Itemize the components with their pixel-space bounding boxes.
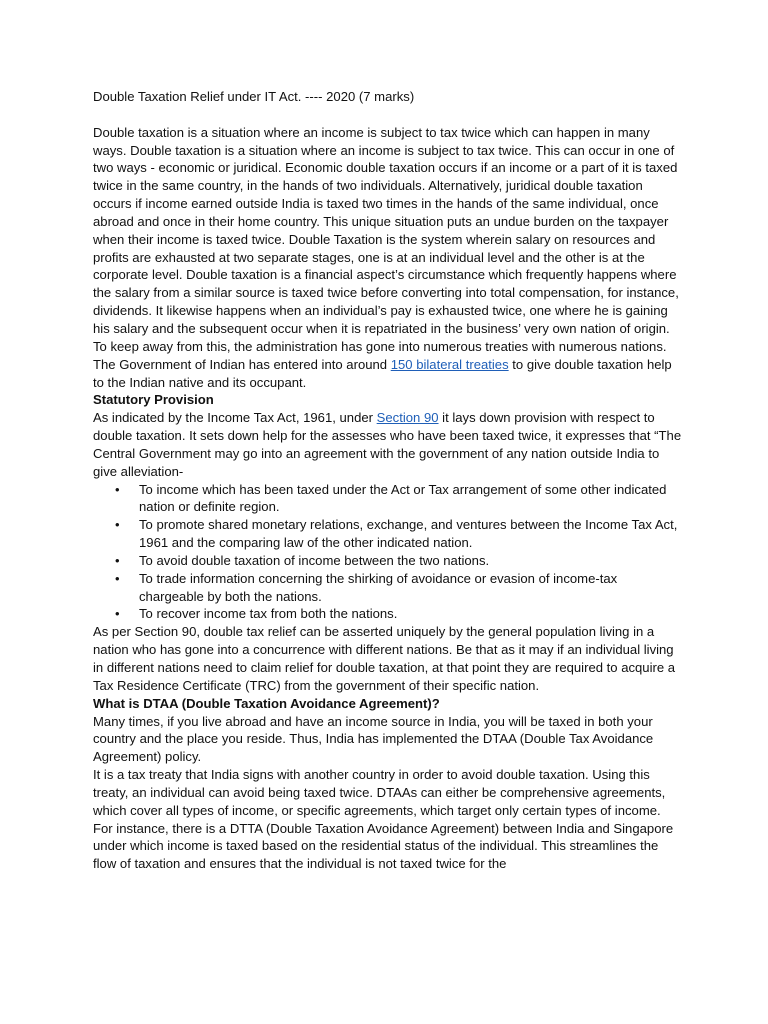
statutory-heading: Statutory Provision [93,392,214,408]
intro-paragraph [93,124,683,392]
bilateral-treaties-link[interactable]: 150 bilateral treaties [390,356,509,372]
intro-text: Double taxation is a situation where an income is subject to tax twice which can happen in many ways. Double taxation is a situation where an income is subject to tax twice. This can occur in one of two ways - economic or juridical. Economic double taxation occurs if an income or a part of it is taxed twice in the same country, in the hands of two individuals. Alternatively, juridical double taxation occurs if income earned outside India is taxed two times in the hands of the same individual, once abroad and once in their home country. This unique situation puts an undue burden on the taxpayer when their income is taxed twice. Double Taxation is the system wherein salary on resources and profits are exhausted at two separate stages, one is at an individual level and the other is at the corporate level. Double taxation is a financial aspect’s circumstance which frequently happens where the salary from a similar source is taxed twice before converting into total compensation, for instance, dividends. It likewise happens when an individual’s pay is exhausted twice, one where he is gaining his salary and the subsequent occur when it is repatriated in the business’ very own nation of origin. To keep away from this, the administration has gone into numerous treaties with numerous nations. The Government of Indian has entered into around [93,124,679,372]
document-page [93,88,683,873]
statutory-after-text: it lays down provision with respect to double taxation. It sets down help for the assesses who have been taxed twice, it expresses that “The Central Government may go into an agreement with the government of any nation outside India to give alleviation- [93,410,682,479]
bullet-item: • To promote shared monetary relations, exchange, and ventures between the Income Tax Act, 1961 and the comparing law of the other indicated nation. [139,516,683,552]
bullet-item: • To income which has been taxed under the Act or Tax arrangement of some other indicated nation or definite region. [139,481,683,517]
page-title: Double Taxation Relief under IT Act. ---- 2020 (7 marks) [93,89,415,104]
bullet-item: • To avoid double taxation of income between the two nations. [139,552,683,570]
statutory-before-text: As indicated by the Income Tax Act, 1961, under [93,410,377,426]
relief-bullet-list [93,481,683,624]
dtaa-paragraph: It is a tax treaty that India signs with another country in order to avoid double taxation. Using this treaty, an individual can avoid being taxed twice. DTAAs can either be comprehensive agreements, which cover all types of income, or specific agreements, which target only certain types of income. [93,767,666,818]
dtaa-paragraph: For instance, there is a DTTA (Double Taxation Avoidance Agreement) between India and Singapore under which income is taxed based on the residential status of the individual. This streamlines the flow of taxation and ensures that the individual is not taxed twice for the [93,820,674,872]
bullet-item: • To recover income tax from both the nations. [139,605,683,623]
section-90-paragraph: As per Section 90, double tax relief can be asserted uniquely by the general population living in a nation who has gone into a concurrence with different nations. Be that as it may if an individual living in different nations need to claim relief for double taxation, at that point they are required to acquire a Tax Residence Certificate (TRC) from the government of their specific nation. [93,624,676,693]
dtaa-paragraph: Many times, if you live abroad and have an income source in India, you will be taxed in both your country and the place you reside. Thus, India has implemented the DTAA (Double Tax Avoidance Agreement) policy. [93,713,654,765]
dtaa-heading: What is DTAA (Double Taxation Avoidance Agreement)? [93,695,440,711]
bullet-item: • To trade information concerning the shirking of avoidance or evasion of income-tax chargeable by both the nations. [139,570,683,606]
statutory-paragraph [93,409,683,480]
section-90-link[interactable]: Section 90 [376,410,439,426]
intro-after-text: to give double taxation help to the Indian native and its occupant. [93,356,672,390]
